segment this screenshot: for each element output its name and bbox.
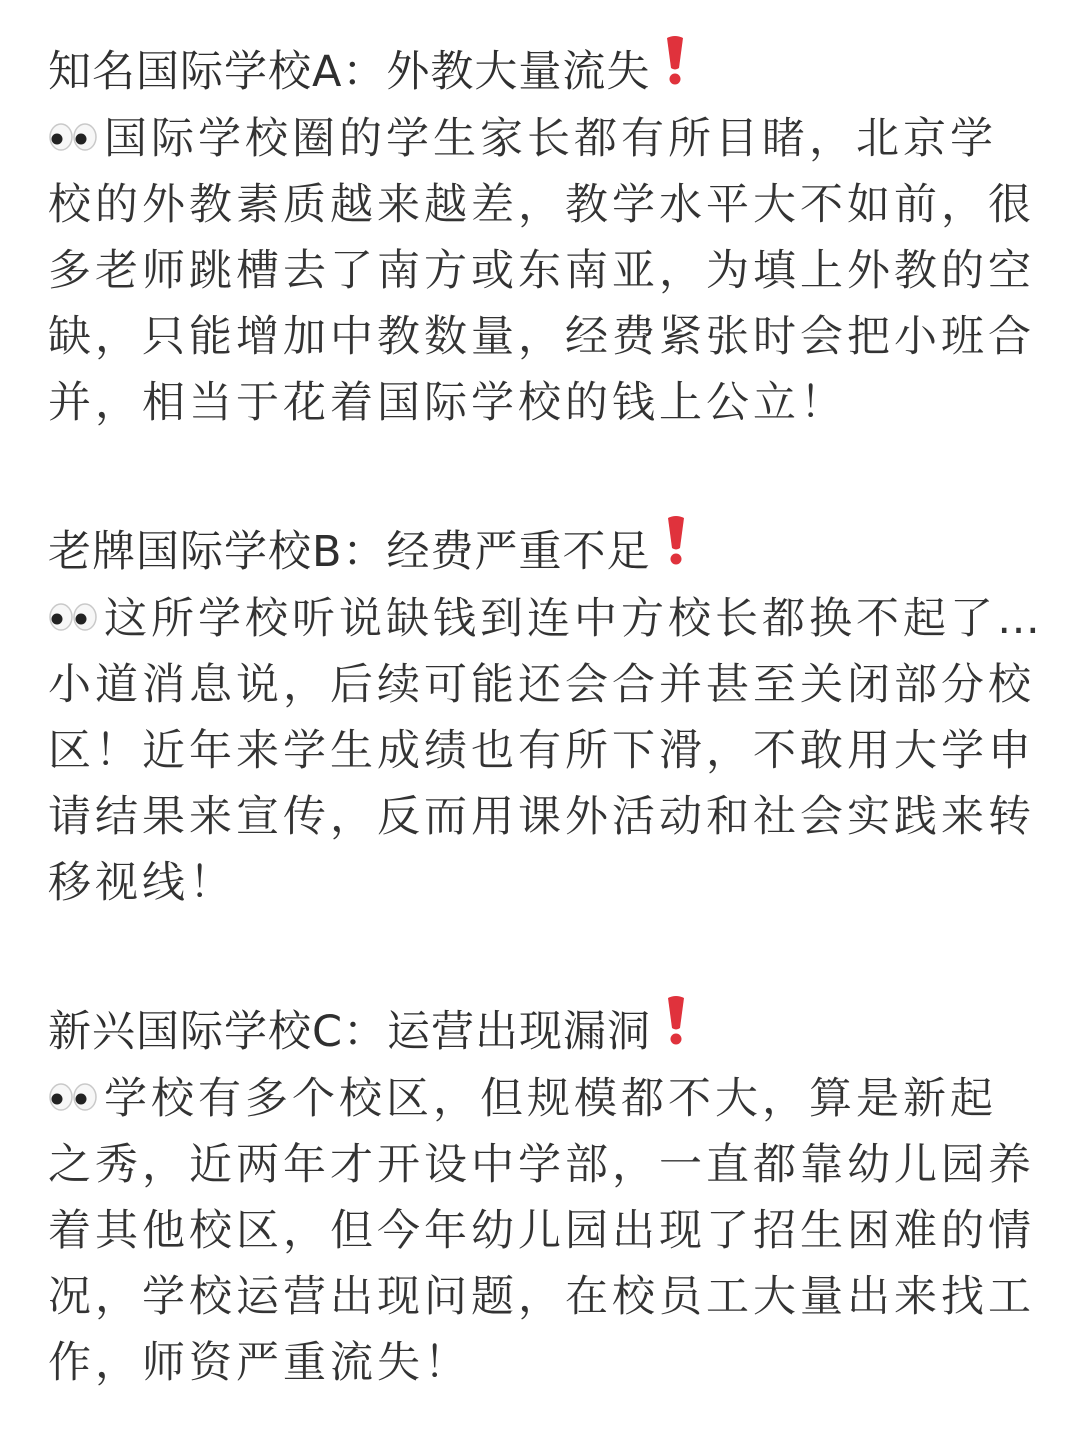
paragraph-line: 作，师资严重流失！: [48, 1338, 471, 1388]
paragraph-line: 区！近年来学生成绩也有所下滑，不敢用大学申: [48, 726, 1035, 776]
section-title: [48, 518, 1038, 586]
red-exclamation-icon: [665, 994, 687, 1066]
paragraph-line: 请结果来宣传，反而用课外活动和社会实践来转: [48, 792, 1035, 842]
paragraph-line: 小道消息说，后续可能还会合并甚至关闭部分校: [48, 660, 1035, 710]
paragraph-line: [48, 106, 1038, 172]
paragraph-line: 多老师跳槽去了南方或东南亚，为填上外教的空: [48, 246, 1035, 296]
paragraph-line-text: 国际学校圈的学生家长都有所目睹，北京学: [104, 114, 997, 164]
paragraph-line-text: 学校有多个校区，但规模都不大，算是新起: [104, 1074, 997, 1124]
paragraph-line: 缺，只能增加中教数量，经费紧张时会把小班合: [48, 312, 1035, 362]
section-school-b: [48, 518, 1044, 916]
section-title: [48, 38, 1038, 106]
section-school-a: [48, 38, 1038, 436]
section-school-c: [48, 998, 1038, 1396]
paragraph-line: 并，相当于花着国际学校的钱上公立！: [48, 378, 847, 428]
paragraph-line: 校的外教素质越来越差，教学水平大不如前，很: [48, 180, 1035, 230]
eyes-emoji-icon: [48, 585, 98, 651]
eyes-emoji-icon: [48, 105, 98, 171]
paragraph-line-text: 这所学校听说缺钱到连中方校长都换不起了…: [104, 594, 1044, 644]
section-title-text: 新兴国际学校C：运营出现漏洞: [48, 1007, 652, 1057]
red-exclamation-icon: [665, 514, 687, 586]
paragraph-line: 况，学校运营出现问题，在校员工大量出来找工: [48, 1272, 1035, 1322]
paragraph-line: 着其他校区，但今年幼儿园出现了招生困难的情: [48, 1206, 1035, 1256]
red-exclamation-icon: [664, 34, 686, 106]
paragraph-line: 之秀，近两年才开设中学部，一直都靠幼儿园养: [48, 1140, 1035, 1190]
paragraph-line: 移视线！: [48, 858, 236, 908]
eyes-emoji-icon: [48, 1065, 98, 1131]
paragraph-line: [48, 586, 1044, 652]
paragraph-line: [48, 1066, 1038, 1132]
section-title: [48, 998, 1038, 1066]
section-title-text: 老牌国际学校B：经费严重不足: [48, 527, 651, 577]
section-title-text: 知名国际学校A：外教大量流失: [48, 47, 651, 97]
